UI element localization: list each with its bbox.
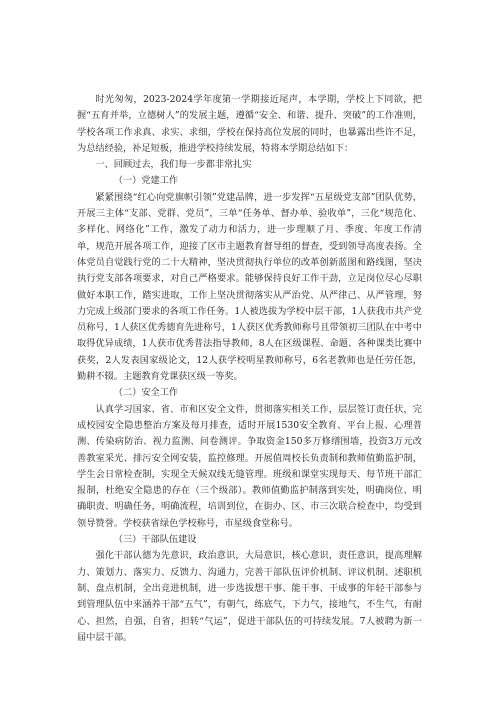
section-heading-review: 一、回顾过去，我们每一步都非常扎实 — [95, 159, 252, 171]
subsection-heading-safety: （二）安全工作 — [113, 387, 179, 399]
subsection-heading-party-building: （一）党建工作 — [113, 175, 179, 187]
party-building-paragraph: 紧紧围绕“红心向党旗帜引领”党建品牌，进一步发挥“五星级党支部”团队优势，开展三主体“支部、党群、党员”，三单“任务单、督办单、验收单”，三化“规范化、多样化、网络化”工作，激发了动力和活力，进一步理顺了月、季度、年度工作清单，规范开展各项工作，迎接了区市主题教育督导组的督查，受到领导高度表扬。全体党员自觉践行党的二十大精神，坚决贯彻执行单位的改革创新蓝图和路线图，坚决执行党支部各项要求，对自己严格要求。能够保持良好工作干劲，立足岗位尽心尽职做好本职工作，踏实进取，工作上坚决贯彻落实从严治党、从严律己、从严管理，努力完成上级部门要求的各项工作任务。1人被选拔为学校中层干部，1人获我市共产党员称号，1人获区优秀德育先进称号，1人获区优秀教师称号且带领初三团队在中考中取得优异成绩，1人获市优秀普法指导教师，8人在区级课程、命题、各种课类比赛中获奖，2人发表国家级论文，12人获学校明星教师称号，6名老教师也是任劳任怨，勤耕不辍。主题教育党课获区级一等奖。 — [77, 191, 422, 383]
intro-paragraph: 时光匆匆，2023-2024学年度第一学期接近尾声，本学期，学校上下同欲，把握“五育并举，立德树人”的发展主题，遵循“安全、和谐、提升、突破”的工作准则，学校各项工作求真、求实、求细，学校在保持高位发展的同时，也暴露出些许不足，为总结经验，补足短板，推进学校持续发展，特将本学期总结如下： — [77, 94, 422, 154]
document-page — [77, 92, 422, 646]
subsection-heading-cadre: （三）干部队伍建设 — [113, 534, 197, 546]
cadre-paragraph: 强化干部认德为先意识，政治意识，大局意识，核心意识，责任意识，提高理解力、策划力、落实力、反馈力、沟通力，完善干部队伍评价机制、评议机制、述职机制、盘点机制，全出竞进机制，进一步选拔想干事、能干事、干成事的年轻干部参与到管理队伍中来涵养干部“五气”，有朝气，练底气，下力气，接地气，不生气，有耐心、担然，自强，自省，担转“气运”，促进干部队伍的可持续发展。7人被聘为新一届中层干部。 — [77, 550, 422, 643]
safety-paragraph: 认真学习国家、省、市和区安全文件，贯彻落实相关工作，层层签订责任状，完成校园安全隐患整治方案及每月排查，适时开展1530安全教育、平台上报、心理普测、传染病防治、视力监测、问卷测评。争取资金150多万修缮围墙，投资3万元改善教室采光、排污安全网安装，监控修理。开展值周校长负责制和教师值勤监护制，学生会日常检查制，实现全天候双线无缝管理。班级和课堂实现每天、每节班干部汇报制，杜绝安全隐患的存在（三个级部）。教师值勤监护制落到实处，明确岗位、明确职责、明确任务，明确流程，培训到位，在街办、区、市三次联合检查中，均受到领导赞誉。学校获省绿色学校称号，市星级食堂称号。 — [77, 403, 422, 529]
